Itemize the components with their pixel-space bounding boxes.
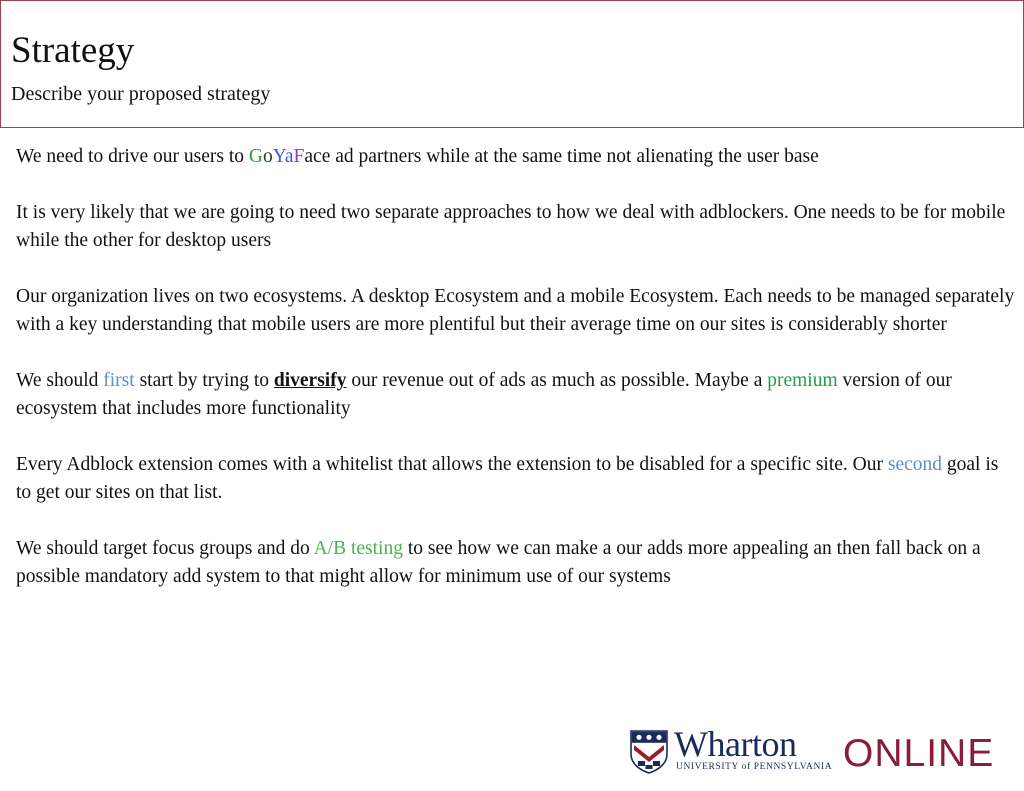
brand-letter-o: o [263, 146, 273, 167]
highlight-ab-testing: A/B testing [313, 538, 403, 559]
paragraph-goal [16, 143, 1016, 171]
paragraph-goal-text-after: ace ad partners while at the same time not alienating the user base [304, 146, 819, 167]
penn-shield-icon [630, 730, 668, 774]
brand-letter-f: F [293, 146, 305, 167]
paragraph-testing [16, 535, 1016, 591]
paragraph-testing-text-1: We should target focus groups and do [16, 538, 314, 559]
emphasis-diversify: diversify [273, 370, 347, 391]
paragraph-diversify-text-1: We should [16, 370, 104, 391]
paragraph-approaches: It is very likely that we are going to need two separate approaches to how we deal with adblockers. One needs to be for mobile while the other for desktop users [16, 202, 1006, 251]
brand-letter-g: G [248, 146, 263, 167]
page-title: Strategy [11, 30, 135, 71]
slide-body [16, 143, 1016, 619]
highlight-premium: premium [767, 370, 838, 391]
online-wordmark: ONLINE [843, 732, 995, 775]
highlight-first: first [103, 370, 135, 391]
paragraph-diversify-text-2: start by trying to [134, 370, 274, 391]
highlight-second: second [887, 454, 943, 475]
paragraph-whitelist-text-1: Every Adblock extension comes with a whitelist that allows the extension to be disabled for a specific site. Our [16, 454, 888, 475]
wharton-online-logo [630, 724, 1010, 776]
paragraph-diversify-text-4: version of our ecosystem that includes more functionality [16, 370, 952, 419]
brand-letters-ya: Ya [272, 146, 294, 167]
university-of-pennsylvania-text: UNIVERSITY of PENNSYLVANIA [676, 762, 833, 772]
wharton-wordmark: Wharton [674, 724, 797, 764]
page-subtitle: Describe your proposed strategy [11, 83, 271, 105]
paragraph-diversify-text-3: our revenue out of ads as much as possible. Maybe a [346, 370, 768, 391]
paragraph-whitelist [16, 451, 1016, 507]
paragraph-diversify [16, 367, 1016, 423]
paragraph-whitelist-text-2: goal is to get our sites on that list. [16, 454, 999, 503]
paragraph-testing-text-2: to see how we can make a our adds more appealing an then fall back on a possible mandatory add system to that might allow for minimum use of our systems [16, 538, 981, 587]
header-box [0, 0, 1024, 128]
paragraph-goal-text-before: We need to drive our users to [16, 146, 249, 167]
paragraph-ecosystems: Our organization lives on two ecosystems. A desktop Ecosystem and a mobile Ecosystem. Each needs to be managed separately with a key understanding that mobile users are more plentiful but their average time on our sites is considerably shorter [16, 286, 1015, 335]
